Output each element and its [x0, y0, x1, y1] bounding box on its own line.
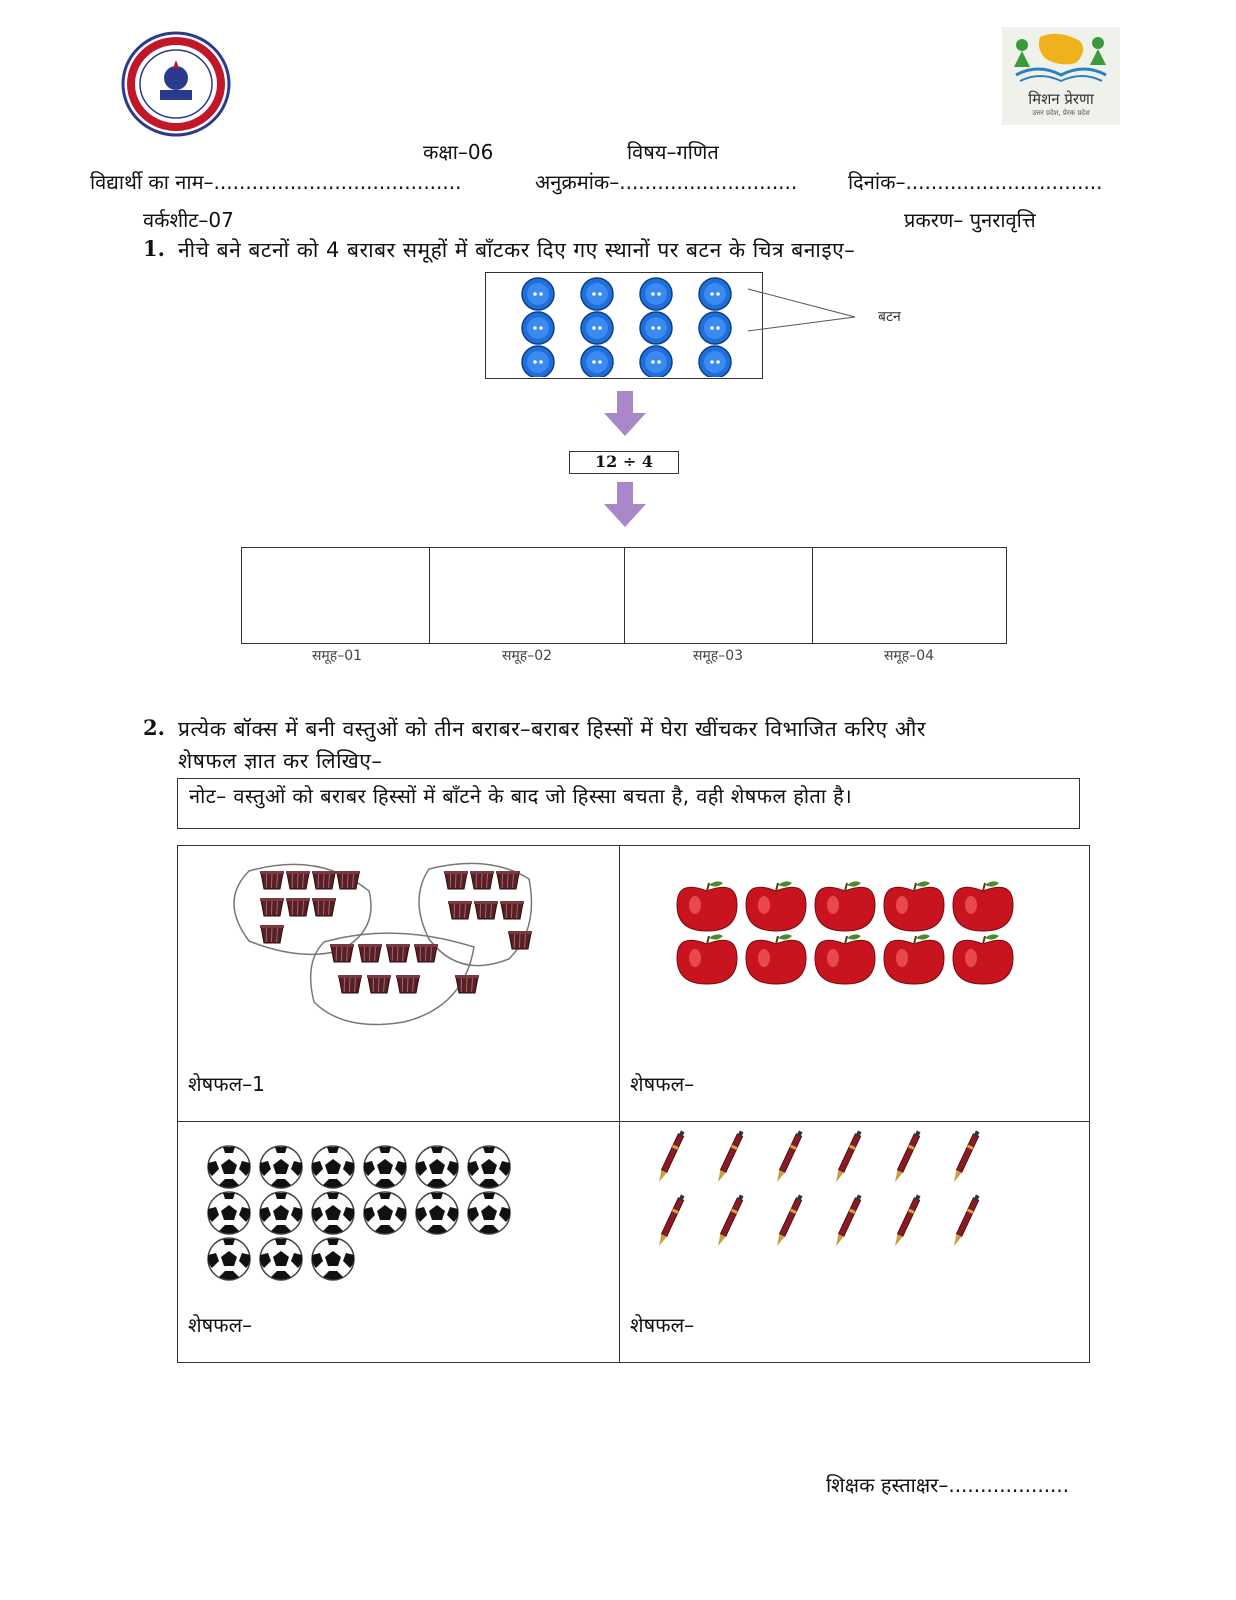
button-icon — [699, 278, 731, 310]
pen-icon — [892, 1194, 921, 1247]
remainder-label-pens: शेषफल– — [630, 1313, 695, 1337]
q1-number: 1. — [143, 236, 165, 261]
button-icon — [699, 312, 731, 344]
group-box-02[interactable] — [429, 547, 625, 644]
callout-label: बटन — [878, 309, 901, 325]
group-box-03[interactable] — [624, 547, 813, 644]
pen-icon — [656, 1130, 685, 1183]
football-icon — [208, 1192, 250, 1234]
button-icon — [522, 312, 554, 344]
button-icon — [581, 312, 613, 344]
pen-icon — [833, 1130, 862, 1183]
q2-text-line1: प्रत्येक बॉक्स में बनी वस्तुओं को तीन बराबर–बराबर हिस्सों में घेरा खींचकर विभाजित करिए और — [178, 717, 926, 741]
cup-icon — [496, 871, 520, 889]
football-icon — [364, 1192, 406, 1234]
pen-icon — [774, 1194, 803, 1247]
apple-icon — [953, 881, 1013, 931]
cup-icon — [260, 898, 284, 916]
apples-cell[interactable] — [621, 847, 1087, 1047]
pen-icon — [951, 1194, 980, 1247]
cup-icon — [286, 898, 310, 916]
remainder-label-footballs: शेषफल– — [188, 1313, 253, 1337]
football-icon — [260, 1192, 302, 1234]
expression-text: 12 ÷ 4 — [595, 452, 653, 471]
group-box-04[interactable] — [812, 547, 1007, 644]
football-icon — [468, 1146, 510, 1188]
button-icon — [640, 278, 672, 310]
buttons-box — [485, 272, 763, 379]
cup-icon — [470, 871, 494, 889]
button-icon — [581, 346, 613, 377]
cup-icon — [358, 944, 382, 962]
apple-icon — [884, 881, 944, 931]
pen-icon — [774, 1130, 803, 1183]
group-label-04: समूह–04 — [883, 648, 935, 664]
cup-icon — [414, 944, 438, 962]
mission-prerna-title: मिशन प्रेरणा — [1028, 90, 1094, 108]
mission-prerna-logo — [1002, 27, 1120, 125]
scert-logo — [120, 30, 232, 138]
apple-icon — [815, 934, 875, 984]
apple-icon — [815, 881, 875, 931]
cup-icon — [286, 871, 310, 889]
button-icon — [581, 278, 613, 310]
callout-lines — [745, 280, 865, 340]
note-box — [177, 778, 1080, 829]
football-icon — [416, 1146, 458, 1188]
cup-icon — [312, 871, 336, 889]
cup-icon — [448, 901, 472, 919]
cup-icon — [396, 975, 420, 993]
q2-text-line2: शेषफल ज्ञात कर लिखिए– — [178, 749, 383, 773]
football-icon — [260, 1146, 302, 1188]
remainder-label-apples: शेषफल– — [630, 1072, 695, 1096]
apple-icon — [953, 934, 1013, 984]
apple-icon — [746, 881, 806, 931]
remainder-label-cups: शेषफल–1 — [188, 1072, 265, 1096]
football-icon — [208, 1146, 250, 1188]
football-icon — [364, 1146, 406, 1188]
q1-text: नीचे बने बटनों को 4 बराबर समूहों में बाँटकर दिए गए स्थानों पर बटन के चित्र बनाइए– — [178, 238, 856, 262]
subject-label: विषय–गणित — [627, 140, 719, 164]
football-icon — [208, 1238, 250, 1280]
cup-icon — [508, 931, 532, 949]
pens-cell[interactable] — [621, 1123, 1087, 1273]
note-text: नोट– वस्तुओं को बराबर हिस्सों में बाँटने के बाद जो हिस्सा बचता है, वही शेषफल होता है। — [189, 784, 853, 808]
football-icon — [468, 1192, 510, 1234]
pen-icon — [715, 1130, 744, 1183]
cup-icon — [455, 975, 479, 993]
class-label: कक्षा–06 — [423, 140, 494, 164]
down-arrow-1 — [602, 391, 648, 437]
button-icon — [522, 278, 554, 310]
cup-icon — [336, 871, 360, 889]
q2-number: 2. — [143, 715, 165, 740]
button-icon — [640, 346, 672, 377]
pen-icon — [715, 1194, 744, 1247]
roll-number-field: अनुक्रमांक–............................ — [535, 170, 798, 194]
cup-icon — [312, 898, 336, 916]
cup-icon — [367, 975, 391, 993]
button-icon — [640, 312, 672, 344]
button-icon — [699, 346, 731, 377]
group-label-03: समूह–03 — [692, 648, 744, 664]
football-icon — [312, 1146, 354, 1188]
topic-label: प्रकरण– पुनरावृत्ति — [904, 208, 1036, 232]
group-box-01[interactable] — [241, 547, 430, 644]
group-label-02: समूह–02 — [501, 648, 553, 664]
down-arrow-2 — [602, 482, 648, 528]
cup-icon — [260, 925, 284, 943]
pen-icon — [656, 1194, 685, 1247]
football-icon — [312, 1238, 354, 1280]
football-icon — [260, 1238, 302, 1280]
cups-cell[interactable] — [179, 847, 617, 1047]
apple-icon — [677, 881, 737, 931]
footballs-cell[interactable] — [179, 1123, 617, 1293]
button-icon — [522, 346, 554, 377]
group-label-01: समूह–01 — [311, 648, 363, 664]
pen-icon — [833, 1194, 862, 1247]
football-icon — [312, 1192, 354, 1234]
cup-icon — [338, 975, 362, 993]
apple-icon — [677, 934, 737, 984]
cup-icon — [474, 901, 498, 919]
worksheet-label: वर्कशीट–07 — [143, 208, 234, 232]
date-field: दिनांक–............................... — [848, 170, 1103, 194]
cup-icon — [500, 901, 524, 919]
cup-icon — [444, 871, 468, 889]
cup-icon — [260, 871, 284, 889]
apple-icon — [884, 934, 944, 984]
teacher-signature: शिक्षक हस्ताक्षर–................... — [826, 1473, 1070, 1497]
apple-icon — [746, 934, 806, 984]
pen-icon — [951, 1130, 980, 1183]
pen-icon — [892, 1130, 921, 1183]
student-name-field: विद्यार्थी का नाम–....................................... — [90, 170, 462, 194]
expression-box — [569, 451, 679, 474]
cup-icon — [386, 944, 410, 962]
football-icon — [416, 1192, 458, 1234]
cup-icon — [330, 944, 354, 962]
mission-prerna-subtitle: उत्तर प्रदेश, प्रेरक प्रदेश — [1032, 109, 1090, 117]
